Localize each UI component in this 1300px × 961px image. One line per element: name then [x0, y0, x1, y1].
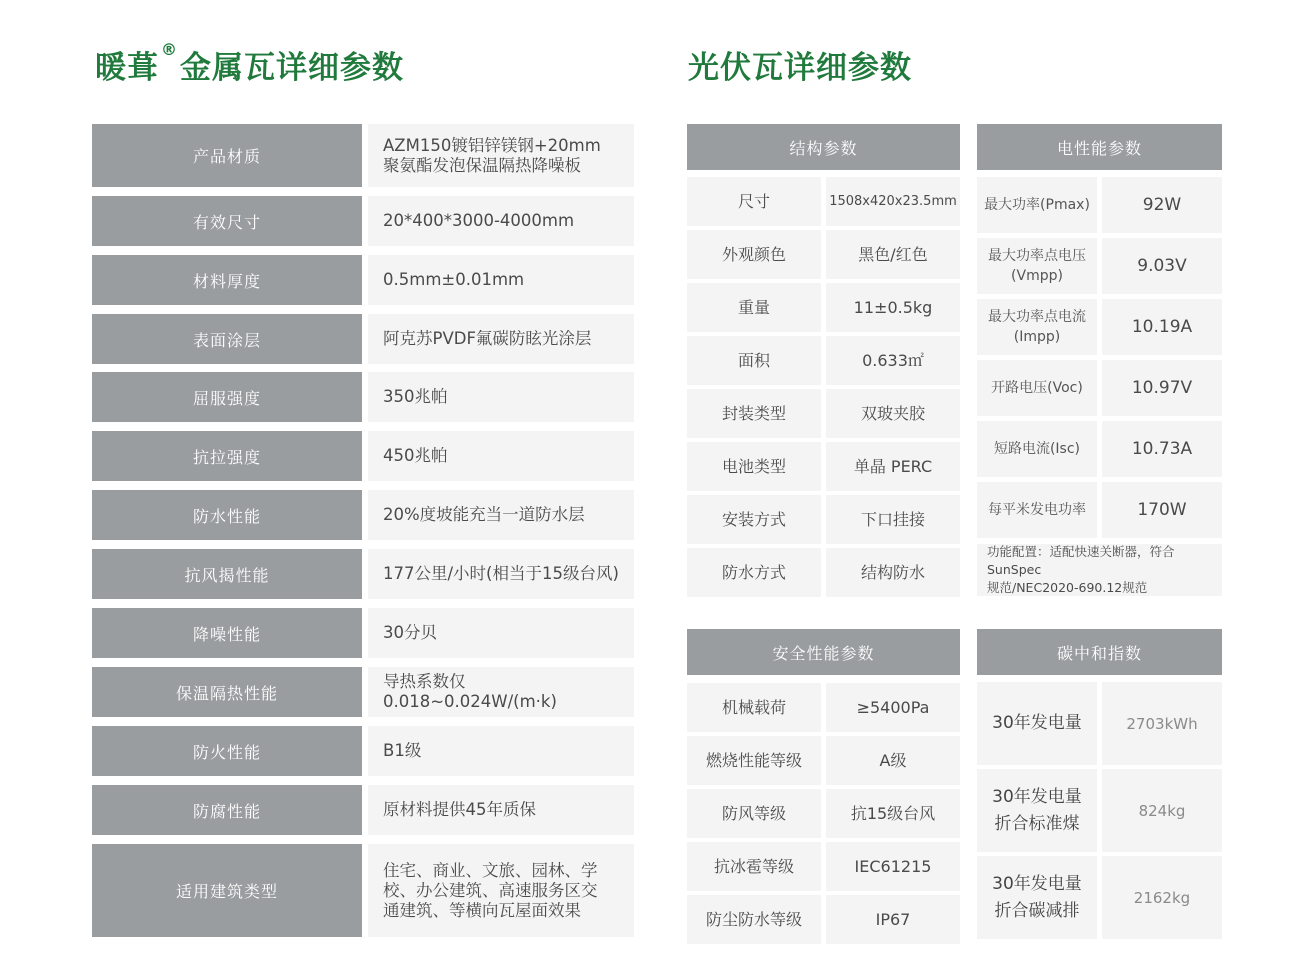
spec-value	[368, 255, 634, 305]
electrical-value: 92W	[1102, 177, 1222, 233]
spec-value	[368, 785, 634, 835]
spec-value-text: 阿克苏PVDF氟碳防眩光涂层	[383, 329, 592, 348]
electrical-value: 10.97V	[1102, 360, 1222, 416]
spec-value-text: 导热系数仅0.018~0.024W/(m·k)	[383, 672, 557, 711]
spec-value	[368, 667, 634, 717]
structure-key: 尺寸	[687, 177, 821, 226]
safety-key: 防尘防水等级	[687, 895, 821, 944]
structure-value: 双玻夹胶	[826, 389, 960, 438]
electrical-value: 10.19A	[1102, 299, 1222, 355]
spec-value-text: 住宅、商业、文旅、园林、学 校、办公建筑、高速服务区交 通建筑、等横向瓦屋面效果	[383, 860, 598, 920]
safety-value: 抗15级台风	[826, 789, 960, 838]
spec-label: 抗拉强度	[92, 431, 362, 481]
carbon-key: 30年发电量 折合标准煤	[977, 769, 1097, 852]
spec-value	[368, 549, 634, 599]
metal-tile-title-text: 金属瓦详细参数	[180, 50, 404, 86]
structure-params-header: 结构参数	[687, 124, 960, 170]
carbon-index-header: 碳中和指数	[977, 629, 1222, 675]
spec-label: 适用建筑类型	[92, 844, 362, 937]
metal-tile-title	[95, 42, 404, 87]
spec-row	[92, 844, 634, 937]
spec-label: 表面涂层	[92, 314, 362, 364]
structure-value: 0.633㎡	[826, 336, 960, 385]
electrical-key: 最大功率点电流 (Impp)	[977, 299, 1097, 355]
spec-row	[92, 667, 634, 717]
structure-key: 封装类型	[687, 389, 821, 438]
spec-row	[92, 490, 634, 540]
structure-key: 防水方式	[687, 548, 821, 597]
spec-value	[368, 124, 634, 187]
spec-row	[92, 372, 634, 422]
spec-value	[368, 372, 634, 422]
spec-label: 防水性能	[92, 490, 362, 540]
spec-label: 产品材质	[92, 124, 362, 187]
electrical-key: 每平米发电功率	[977, 482, 1097, 538]
spec-row	[92, 431, 634, 481]
carbon-value: 824kg	[1102, 769, 1222, 852]
function-config-note-text: 功能配置：适配快速关断器，符合SunSpec 规范/NEC2020-690.12规范	[987, 544, 1175, 595]
electrical-value: 10.73A	[1102, 421, 1222, 477]
spec-label: 防火性能	[92, 726, 362, 776]
spec-row	[92, 124, 634, 187]
spec-row	[92, 785, 634, 835]
spec-value	[368, 196, 634, 246]
structure-value: 下口挂接	[826, 495, 960, 544]
electrical-value: 9.03V	[1102, 238, 1222, 294]
spec-value-text: 原材料提供45年质保	[383, 800, 536, 819]
spec-row	[92, 255, 634, 305]
spec-row	[92, 726, 634, 776]
pv-tile-title: 光伏瓦详细参数	[688, 50, 912, 86]
spec-value	[368, 726, 634, 776]
spec-value-text: 20*400*3000-4000mm	[383, 211, 575, 230]
structure-key: 电池类型	[687, 442, 821, 491]
electrical-key: 最大功率点电压 (Vmpp)	[977, 238, 1097, 294]
spec-label: 降噪性能	[92, 608, 362, 658]
carbon-key: 30年发电量	[977, 682, 1097, 765]
brand-name: 暖葺	[95, 50, 159, 86]
safety-key: 机械载荷	[687, 683, 821, 732]
registered-mark: ®	[161, 40, 178, 59]
spec-value-text: 177公里/小时(相当于15级台风)	[383, 564, 619, 583]
electrical-key: 开路电压(Voc)	[977, 360, 1097, 416]
spec-row	[92, 196, 634, 246]
safety-value: ≥5400Pa	[826, 683, 960, 732]
structure-key: 重量	[687, 283, 821, 332]
electrical-key: 最大功率(Pmax)	[977, 177, 1097, 233]
structure-key: 面积	[687, 336, 821, 385]
spec-value-text: 30分贝	[383, 623, 437, 642]
spec-label: 有效尺寸	[92, 196, 362, 246]
carbon-key: 30年发电量 折合碳减排	[977, 856, 1097, 939]
structure-value: 11±0.5kg	[826, 283, 960, 332]
electrical-key: 短路电流(Isc)	[977, 421, 1097, 477]
structure-value: 结构防水	[826, 548, 960, 597]
spec-value-text: B1级	[383, 741, 422, 760]
spec-row	[92, 549, 634, 599]
structure-key: 安装方式	[687, 495, 821, 544]
spec-label: 屈服强度	[92, 372, 362, 422]
safety-key: 抗冰雹等级	[687, 842, 821, 891]
spec-value-text: 0.5mm±0.01mm	[383, 270, 525, 289]
safety-value: A级	[826, 736, 960, 785]
safety-value: IEC61215	[826, 842, 960, 891]
spec-label: 抗风揭性能	[92, 549, 362, 599]
spec-label: 防腐性能	[92, 785, 362, 835]
structure-key: 外观颜色	[687, 230, 821, 279]
safety-key: 防风等级	[687, 789, 821, 838]
spec-value-text: 350兆帕	[383, 387, 448, 406]
spec-value	[368, 314, 634, 364]
spec-value	[368, 844, 634, 937]
safety-params-header: 安全性能参数	[687, 629, 960, 675]
spec-value	[368, 431, 634, 481]
spec-label: 材料厚度	[92, 255, 362, 305]
structure-value: 1508x420x23.5mm	[826, 177, 960, 226]
spec-value	[368, 608, 634, 658]
spec-value-text: AZM150镀铝锌镁钢+20mm 聚氨酯发泡保温隔热降噪板	[383, 135, 601, 175]
spec-row	[92, 608, 634, 658]
spec-label: 保温隔热性能	[92, 667, 362, 717]
spec-value	[368, 490, 634, 540]
safety-value: IP67	[826, 895, 960, 944]
carbon-value: 2162kg	[1102, 856, 1222, 939]
electrical-params-header: 电性能参数	[977, 124, 1222, 170]
spec-value-text: 20%度坡能充当一道防水层	[383, 505, 585, 524]
structure-value: 黑色/红色	[826, 230, 960, 279]
electrical-value: 170W	[1102, 482, 1222, 538]
carbon-value: 2703kWh	[1102, 682, 1222, 765]
spec-value-text: 450兆帕	[383, 446, 448, 465]
spec-row	[92, 314, 634, 364]
safety-key: 燃烧性能等级	[687, 736, 821, 785]
function-config-note	[977, 544, 1222, 596]
structure-value: 单晶 PERC	[826, 442, 960, 491]
